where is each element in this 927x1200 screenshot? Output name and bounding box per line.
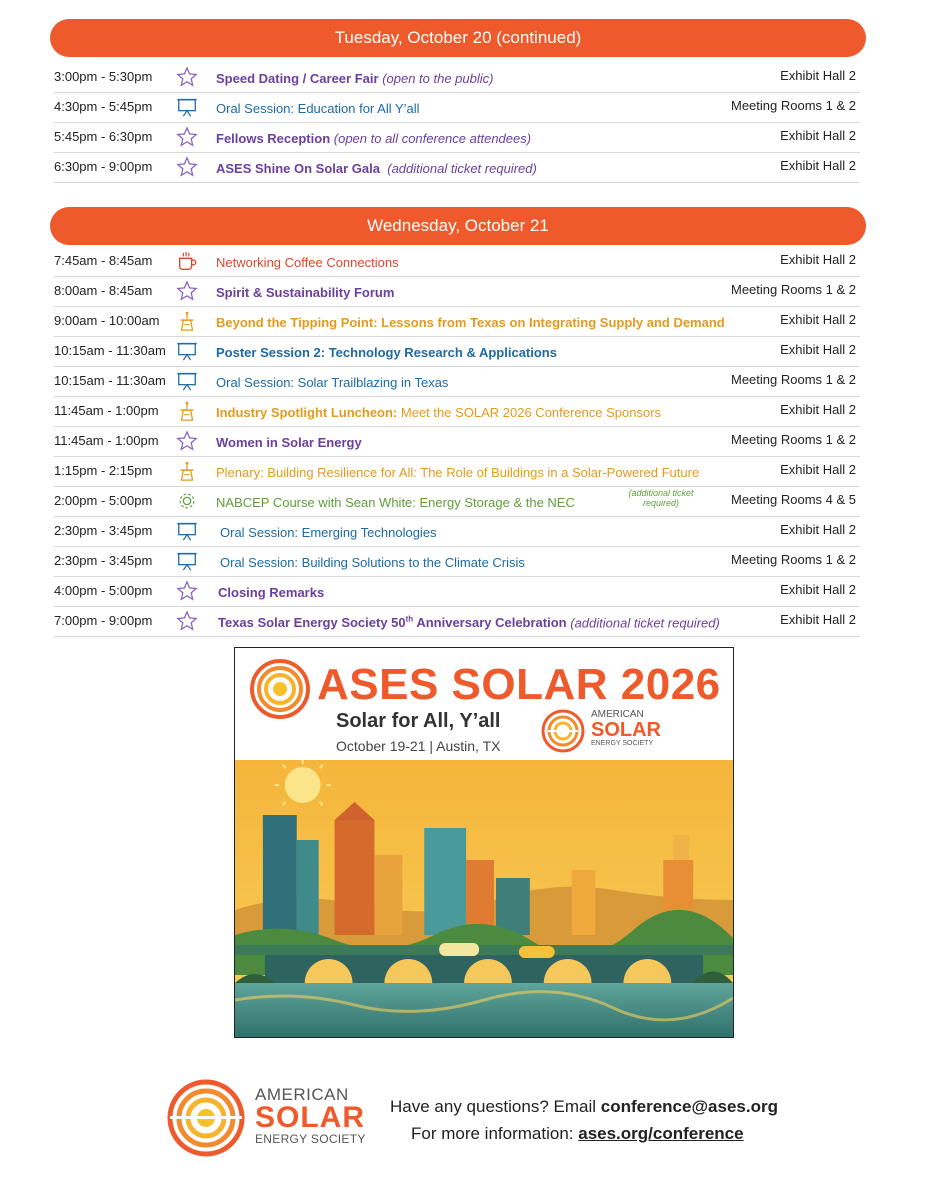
event-time: 1:15pm - 2:15pm: [54, 463, 153, 478]
event-title: ASES Shine On Solar Gala (additional ticket required): [216, 161, 537, 176]
presentation-icon: [176, 550, 198, 572]
ases-logo-icon: [540, 708, 586, 754]
event-time: 9:00am - 10:00am: [54, 313, 160, 328]
event-row: [54, 577, 860, 607]
event-title: Oral Session: Emerging Technologies: [220, 525, 437, 540]
day-banner-wednesday: Wednesday, October 21: [50, 207, 866, 245]
event-row: [54, 607, 860, 637]
event-time: 11:45am - 1:00pm: [54, 403, 159, 418]
event-title: Texas Solar Energy Society 50th Anniversary Celebration (additional ticket required): [218, 615, 720, 631]
podium-icon: [176, 310, 198, 332]
more-info-line: For more information: ases.org/conference: [411, 1124, 744, 1143]
footer-logo-text: AMERICAN SOLAR ENERGY SOCIETY: [255, 1085, 366, 1146]
event-room: Exhibit Hall 2: [780, 522, 856, 537]
event-title: Spirit & Sustainability Forum: [216, 285, 395, 300]
star-icon: [176, 610, 198, 632]
star-icon: [176, 126, 198, 148]
event-row: [54, 367, 860, 397]
event-title: Fellows Reception (open to all conference attendees): [216, 131, 532, 146]
event-time: 2:30pm - 3:45pm: [54, 553, 153, 568]
event-room: Meeting Rooms 1 & 2: [730, 552, 856, 567]
event-time: 8:00am - 8:45am: [54, 283, 153, 298]
presentation-icon: [176, 96, 198, 118]
event-room: Meeting Rooms 1 & 2: [730, 282, 856, 297]
ticket-note: (additional ticket required): [628, 488, 694, 508]
presentation-icon: [176, 520, 198, 542]
event-row: [54, 63, 860, 93]
star-icon: [176, 430, 198, 452]
event-time: 4:00pm - 5:00pm: [54, 583, 153, 598]
event-room: Exhibit Hall 2: [780, 402, 856, 417]
event-title: Speed Dating / Career Fair (open to the public): [216, 71, 494, 86]
event-room: Exhibit Hall 2: [780, 582, 856, 597]
event-time: 4:30pm - 5:45pm: [54, 99, 153, 114]
event-time: 2:00pm - 5:00pm: [54, 493, 153, 508]
schedule-wednesday: [54, 247, 860, 637]
poster-title: ASES SOLAR 2026: [317, 660, 721, 709]
event-time: 7:45am - 8:45am: [54, 253, 153, 268]
event-row: [54, 307, 860, 337]
event-row: [54, 427, 860, 457]
event-title: Oral Session: Building Solutions to the Climate Crisis: [220, 555, 525, 570]
event-time: 5:45pm - 6:30pm: [54, 129, 153, 144]
poster-logo-text: AMERICAN SOLAR ENERGY SOCIETY: [591, 709, 661, 747]
presentation-icon: [176, 340, 198, 362]
austin-skyline-illustration: [235, 760, 733, 1038]
presentation-icon: [176, 370, 198, 392]
conference-poster: [234, 647, 734, 1038]
event-row: [54, 337, 860, 367]
event-row: [54, 93, 860, 123]
event-room: Meeting Rooms 1 & 2: [730, 432, 856, 447]
coffee-icon: [176, 250, 198, 272]
event-title: Beyond the Tipping Point: Lessons from Texas on Integrating Supply and Demand: [216, 315, 725, 330]
event-row: [54, 123, 860, 153]
event-title: Industry Spotlight Luncheon: Meet the SOLAR 2026 Conference Sponsors: [216, 405, 662, 420]
event-row: [54, 487, 860, 517]
ases-logo-icon: [166, 1078, 246, 1158]
event-room: Exhibit Hall 2: [780, 462, 856, 477]
conference-link[interactable]: ases.org/conference: [578, 1124, 744, 1143]
star-icon: [176, 66, 198, 88]
event-row: [54, 277, 860, 307]
event-time: 3:00pm - 5:30pm: [54, 69, 153, 84]
schedule-tuesday: [54, 63, 860, 183]
event-title: Oral Session: Solar Trailblazing in Texas: [216, 375, 449, 390]
podium-icon: [176, 460, 198, 482]
event-room: Meeting Rooms 1 & 2: [730, 372, 856, 387]
star-icon: [176, 156, 198, 178]
event-room: Exhibit Hall 2: [780, 128, 856, 143]
event-title: Women in Solar Energy: [216, 435, 362, 450]
event-row: [54, 547, 860, 577]
event-title: Poster Session 2: Technology Research & Applications: [216, 345, 557, 360]
event-row: [54, 153, 860, 183]
event-time: 11:45am - 1:00pm: [54, 433, 159, 448]
event-room: Exhibit Hall 2: [780, 342, 856, 357]
event-row: [54, 397, 860, 427]
sun-logo-icon: [249, 658, 311, 720]
star-icon: [176, 280, 198, 302]
event-title: Networking Coffee Connections: [216, 255, 399, 270]
event-room: Exhibit Hall 2: [780, 612, 856, 627]
podium-icon: [176, 400, 198, 422]
event-room: Exhibit Hall 2: [780, 252, 856, 267]
event-row: [54, 517, 860, 547]
event-room: Exhibit Hall 2: [780, 158, 856, 173]
event-row: [54, 457, 860, 487]
event-title: Plenary: Building Resilience for All: The Role of Buildings in a Solar-Powered Future: [216, 465, 700, 480]
day-banner-tuesday: Tuesday, October 20 (continued): [50, 19, 866, 57]
event-row: [54, 247, 860, 277]
event-room: Exhibit Hall 2: [780, 312, 856, 327]
star-icon: [176, 580, 198, 602]
event-time: 10:15am - 11:30am: [54, 343, 166, 358]
event-time: 2:30pm - 3:45pm: [54, 523, 153, 538]
event-time: 7:00pm - 9:00pm: [54, 613, 153, 628]
event-time: 6:30pm - 9:00pm: [54, 159, 153, 174]
gear-icon: [176, 490, 198, 512]
poster-header: [235, 648, 733, 760]
contact-email-line: Have any questions? Email conference@ases.org: [390, 1097, 778, 1116]
event-room: Meeting Rooms 1 & 2: [730, 98, 856, 113]
email-link[interactable]: conference@ases.org: [600, 1097, 778, 1116]
poster-dates: October 19-21 | Austin, TX: [336, 738, 501, 754]
event-title: Oral Session: Education for All Y’all: [216, 101, 420, 116]
event-room: Exhibit Hall 2: [780, 68, 856, 83]
event-title: NABCEP Course with Sean White: Energy Storage & the NEC: [216, 495, 575, 510]
event-title: Closing Remarks: [218, 585, 325, 600]
event-time: 10:15am - 11:30am: [54, 373, 166, 388]
event-room: Meeting Rooms 4 & 5: [730, 492, 856, 507]
poster-tagline: Solar for All, Y’all: [336, 710, 501, 732]
